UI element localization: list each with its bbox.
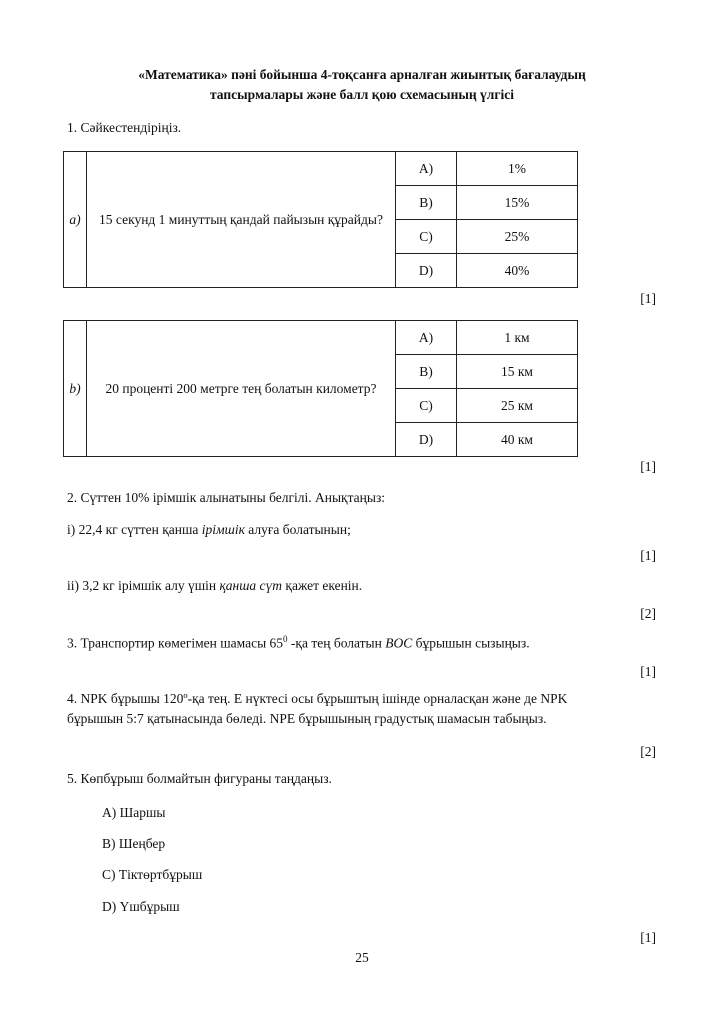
matching-table-a [63, 151, 578, 288]
question-2-i-score: [1] [640, 548, 656, 563]
question-4-score: [2] [640, 744, 656, 759]
table-b-option-value: 25 км [457, 389, 578, 423]
table-a-score: [1] [640, 291, 656, 306]
question-4-line-2: бұрышын 5:7 қатынасында бөледі. NPE бұрышының градустық шамасын табыңыз. [67, 711, 547, 726]
document-title-line-2: тапсырмалары және балл қою схемасының үлгісі [209, 87, 514, 102]
question-5-option: A) Шаршы [102, 805, 166, 820]
question-2-part-ii: ii) 3,2 кг ірімшік алу үшін қанша сүт қажет екенін. [67, 578, 363, 593]
table-b-option-value: 15 км [457, 355, 578, 389]
matching-table-b [63, 320, 578, 457]
question-2-ii-score: [2] [640, 606, 656, 621]
question-3-score: [1] [640, 664, 656, 679]
question-5-text: 5. Көпбұрыш болмайтын фигураны таңдаңыз. [67, 771, 332, 786]
table-b-label: b) [64, 321, 87, 457]
table-a-option-letter: D) [396, 254, 457, 288]
table-a-option-letter: B) [396, 186, 457, 220]
table-a-option-value: 40% [457, 254, 578, 288]
question-2-text: 2. Сүттен 10% ірімшік алынатыны белгілі. Анықтаңыз: [67, 490, 386, 505]
table-b-option-value: 40 км [457, 423, 578, 457]
question-5-option: C) Тіктөртбұрыш [102, 867, 203, 882]
table-a-question: 15 секунд 1 минуттың қандай пайызын құрайды? [87, 152, 396, 288]
table-b-option-letter: B) [396, 355, 457, 389]
table-a-option-value: 15% [457, 186, 578, 220]
question-5-score: [1] [640, 930, 656, 945]
question-5-option: D) Үшбұрыш [102, 899, 180, 914]
table-a-label: a) [64, 152, 87, 288]
table-b-option-value: 1 км [457, 321, 578, 355]
document-title-line-1: «Математика» пәні бойынша 4-тоқсанға арналған жиынтық бағалаудың [138, 67, 586, 82]
question-1-text: 1. Сәйкестендіріңіз. [67, 120, 182, 135]
table-b-option-letter: A) [396, 321, 457, 355]
question-4-line-1: 4. NPK бұрышы 120º-қа тең. E нүктесі осы бұрыштың ішінде орналасқан және де NPK [67, 691, 568, 706]
question-5-option: B) Шеңбер [102, 836, 166, 851]
table-b-score: [1] [640, 459, 656, 474]
table-b-question: 20 проценті 200 метрге тең болатын километр? [87, 321, 396, 457]
page-number: 25 [355, 950, 369, 965]
table-a-option-letter: A) [396, 152, 457, 186]
question-2-part-i: i) 22,4 кг сүттен қанша ірімшік алуға болатынын; [67, 522, 351, 537]
table-a-option-value: 25% [457, 220, 578, 254]
table-a-option-value: 1% [457, 152, 578, 186]
table-b-option-letter: C) [396, 389, 457, 423]
question-3-text: 3. Транспортир көмегімен шамасы $65^0$ -қа тең болатын BOC бұрышын сызыңыз. [67, 634, 530, 651]
table-b-option-letter: D) [396, 423, 457, 457]
table-a-option-letter: C) [396, 220, 457, 254]
